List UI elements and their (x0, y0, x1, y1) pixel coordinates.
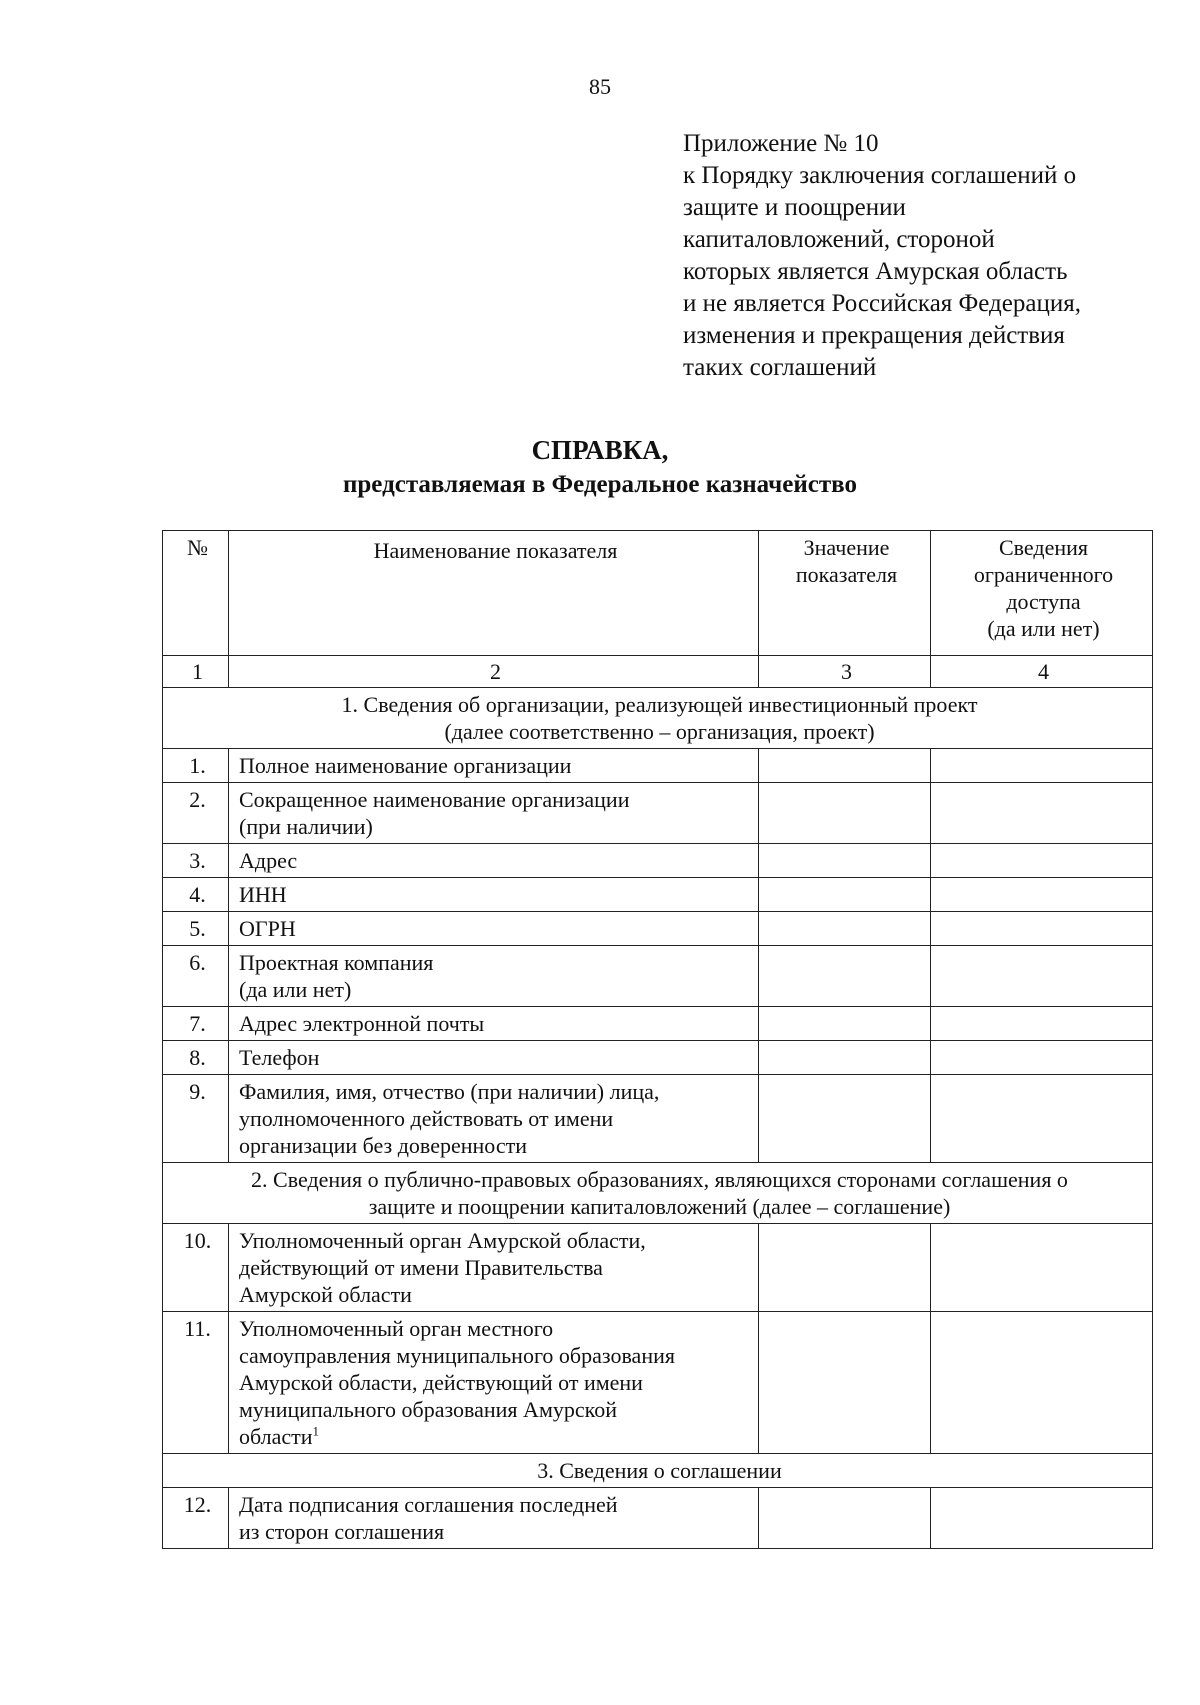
appendix-line: и не является Российская Федерация, (683, 290, 1081, 317)
restricted-cell[interactable] (931, 844, 1153, 878)
row-name-line: Уполномоченный орган местного (239, 1316, 554, 1341)
section-row (163, 688, 1153, 749)
row-name (229, 1224, 759, 1312)
row-name (229, 783, 759, 844)
header-restricted-line: (да или нет) (987, 616, 1100, 641)
restricted-cell[interactable] (931, 1312, 1153, 1454)
row-name-line: Амурской области (239, 1282, 412, 1307)
row-name-line: ОГРН (239, 916, 296, 941)
header-restricted-line: Сведения (998, 535, 1089, 560)
restricted-cell[interactable] (931, 1075, 1153, 1163)
table-header-row (163, 531, 1153, 656)
row-name-line: Уполномоченный орган Амурской области, (239, 1228, 646, 1253)
column-index: 1 (163, 656, 229, 688)
header-restricted-line: доступа (1006, 589, 1081, 614)
table-row (163, 783, 1153, 844)
section-heading-line: защите и поощрении капиталовложений (далее – соглашение) (368, 1194, 951, 1219)
row-name (229, 1007, 759, 1041)
value-cell[interactable] (759, 912, 931, 946)
row-name-line: действующий от имени Правительства (239, 1255, 603, 1280)
value-cell[interactable] (759, 1488, 931, 1549)
table-row (163, 1075, 1153, 1163)
page-number: 85 (589, 74, 611, 99)
row-name (229, 1312, 759, 1454)
table-row (163, 912, 1153, 946)
value-cell[interactable] (759, 783, 931, 844)
header-name: Наименование показателя (229, 531, 759, 656)
row-name-line: Фамилия, имя, отчество (при наличии) лица, (239, 1079, 660, 1104)
row-number: 1. (163, 749, 229, 783)
row-name (229, 1488, 759, 1549)
section-heading (163, 688, 1153, 749)
row-name-line: из сторон соглашения (239, 1519, 445, 1544)
row-number: 9. (163, 1075, 229, 1163)
row-number: 11. (163, 1312, 229, 1454)
row-name-line: (да или нет) (239, 977, 352, 1002)
row-name-line: (при наличии) (239, 814, 373, 839)
row-name-line (239, 1423, 752, 1450)
appendix-line: защите и поощрении (683, 194, 906, 221)
header-restricted (931, 531, 1153, 656)
restricted-cell[interactable] (931, 912, 1153, 946)
row-number: 3. (163, 844, 229, 878)
restricted-cell[interactable] (931, 1488, 1153, 1549)
table-row (163, 749, 1153, 783)
appendix-note (683, 128, 1153, 384)
row-name-line: Адрес электронной почты (239, 1011, 485, 1036)
section-row (163, 1454, 1153, 1488)
table-row (163, 1224, 1153, 1312)
restricted-cell[interactable] (931, 749, 1153, 783)
value-cell[interactable] (759, 749, 931, 783)
row-name-line: Адрес (239, 848, 298, 873)
section-heading (163, 1163, 1153, 1224)
row-name (229, 844, 759, 878)
section-heading-line: (далее соответственно – организация, проект) (444, 719, 875, 744)
section-heading-line: 2. Сведения о публично-правовых образованиях, являющихся сторонами соглашения о (251, 1167, 1068, 1192)
row-name (229, 912, 759, 946)
value-cell[interactable] (759, 946, 931, 1007)
section-heading (163, 1454, 1153, 1488)
column-index: 4 (931, 656, 1153, 688)
restricted-cell[interactable] (931, 1041, 1153, 1075)
section-heading-line: 1. Сведения об организации, реализующей инвестиционный проект (341, 692, 978, 717)
section-row (163, 1163, 1153, 1224)
restricted-cell[interactable] (931, 878, 1153, 912)
table-row (163, 1041, 1153, 1075)
row-name-line: муниципального образования Амурской (239, 1397, 617, 1422)
row-name (229, 1041, 759, 1075)
restricted-cell[interactable] (931, 1224, 1153, 1312)
row-name (229, 878, 759, 912)
row-name-line: Дата подписания соглашения последней (239, 1492, 618, 1517)
column-index: 2 (229, 656, 759, 688)
row-name-line: Телефон (239, 1045, 320, 1070)
appendix-line: которых является Амурская область (683, 258, 1068, 285)
document-subtitle: представляемая в Федеральное казначейство (343, 471, 857, 498)
column-index: 3 (759, 656, 931, 688)
row-name-line: Проектная компания (239, 950, 434, 975)
row-name-line: Сокращенное наименование организации (239, 787, 630, 812)
appendix-line: к Порядку заключения соглашений о (683, 162, 1077, 189)
table-row (163, 1312, 1153, 1454)
row-number: 12. (163, 1488, 229, 1549)
value-cell[interactable] (759, 1075, 931, 1163)
value-cell[interactable] (759, 1224, 931, 1312)
value-cell[interactable] (759, 1312, 931, 1454)
row-name-line: уполномоченного действовать от имени (239, 1106, 614, 1131)
header-num: № (163, 531, 229, 656)
value-cell[interactable] (759, 844, 931, 878)
restricted-cell[interactable] (931, 1007, 1153, 1041)
value-cell[interactable] (759, 1041, 931, 1075)
value-cell[interactable] (759, 1007, 931, 1041)
row-name-text: области (239, 1424, 313, 1449)
form-table (162, 530, 1153, 1549)
row-number: 2. (163, 783, 229, 844)
column-index-row (163, 656, 1153, 688)
header-restricted-line: ограниченного (973, 562, 1114, 587)
table-row (163, 1007, 1153, 1041)
table-row (163, 1488, 1153, 1549)
value-cell[interactable] (759, 878, 931, 912)
row-name-line: организации без доверенности (239, 1133, 527, 1158)
row-number: 5. (163, 912, 229, 946)
row-name (229, 946, 759, 1007)
row-number: 8. (163, 1041, 229, 1075)
row-name-line: Амурской области, действующий от имени (239, 1370, 643, 1395)
row-name-line: самоуправления муниципального образования (239, 1343, 675, 1368)
row-name-line: ИНН (239, 882, 287, 907)
appendix-line: изменения и прекращения действия (683, 322, 1065, 349)
restricted-cell[interactable] (931, 783, 1153, 844)
header-value: Значение показателя (759, 531, 931, 656)
appendix-line: Приложение № 10 (683, 130, 879, 157)
footnote-marker: 1 (312, 1423, 320, 1439)
table-row (163, 844, 1153, 878)
appendix-line: таких соглашений (683, 354, 877, 381)
row-name (229, 749, 759, 783)
row-number: 4. (163, 878, 229, 912)
row-number: 7. (163, 1007, 229, 1041)
appendix-line: капиталовложений, стороной (683, 226, 995, 253)
restricted-cell[interactable] (931, 946, 1153, 1007)
row-name (229, 1075, 759, 1163)
row-number: 10. (163, 1224, 229, 1312)
section-heading-line: 3. Сведения о соглашении (537, 1458, 782, 1483)
table-row (163, 946, 1153, 1007)
row-number: 6. (163, 946, 229, 1007)
document-title: СПРАВКА, (531, 435, 669, 465)
row-name-line: Полное наименование организации (239, 753, 572, 778)
table-row (163, 878, 1153, 912)
